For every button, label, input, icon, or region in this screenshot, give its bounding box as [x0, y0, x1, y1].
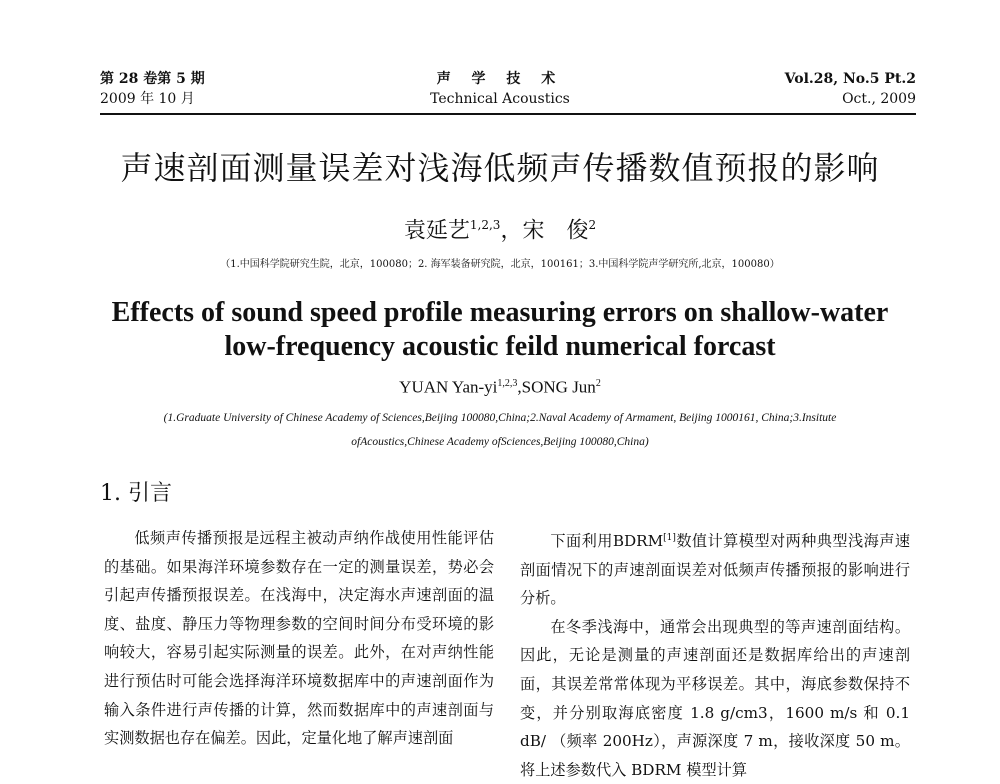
author-separator: ，	[500, 218, 523, 244]
paragraph-text: 数值计算模型对两种典型浅海声速剖面情况下的声速剖面误差对低频声传播预报的影响进行分析。	[520, 532, 911, 608]
author-2-en: ,SONG Jun	[517, 377, 596, 397]
journal-volume-en: Vol.28, No.5 Pt.2	[784, 71, 916, 87]
journal-volume: 第 28 卷第 5 期	[100, 71, 205, 87]
author-2-en-sup: 2	[595, 378, 601, 389]
author-1-en-sup: 1,2,3	[497, 378, 518, 389]
authors-en	[0, 373, 1000, 399]
authors-cn	[0, 210, 1000, 246]
paragraph-text: 下面利用BDRM	[550, 532, 664, 551]
journal-name-cn: 声 学 技 术	[436, 71, 564, 87]
author-1-cn: 袁延艺	[403, 218, 470, 244]
affiliations-cn: （1.中国科学院研究生院，北京，100080；2. 海军装备研究院，北京，100161；3.中国科学院声学研究所,北京，100080）	[220, 259, 780, 270]
paragraph: 在冬季浅海中，通常会出现典型的等声速剖面结构。因此，无论是测量的声速剖面还是数据库给出的声速剖面，其误差常常体现为平移误差。其中，海底参数保持不变，并分别取海底密度 1.8 g/cm3，1600 m/s 和 0.1 dB/ （频率 200Hz），声源深度 7 m，接收深度 50 m。将上述参数代入 BDRM 模型计算	[520, 617, 910, 779]
journal-name-en: Technical Acoustics	[430, 91, 570, 107]
paper-title-cn: 声速剖面测量误差对浅海低频声传播数值预报的影响	[120, 149, 880, 187]
affiliations-en-line1: (1.Graduate University of Chinese Academy of Sciences,Beijing 100080,China;2.Naval Academy of Armament, Beijing 1000161, China;3.Insitute	[163, 412, 837, 424]
author-2-cn: 宋 俊	[522, 218, 589, 244]
section-heading-introduction: 1. 引言	[100, 481, 172, 506]
body-column-left	[104, 524, 494, 753]
author-1-affil-sup: 1,2,3	[469, 218, 501, 232]
affiliations-en-line2: ofAcoustics,Chinese Academy ofSciences,Beijing 100080,China)	[351, 436, 649, 448]
paragraph: 低频声传播预报是远程主被动声纳作战使用性能评估的基础。如果海洋环境参数存在一定的测量误差，势必会引起声传播预报误差。在浅海中，决定海水声速剖面的温度、盐度、静压力等物理参数的空间时间分布受环境的影响较大，容易引起实际测量的误差。此外，在对声纳性能进行预估时可能会选择海洋环境数据库中的声速剖面作为输入条件进行声传播的计算，然而数据库中的声速剖面与实测数据也存在偏差。因此，定量化地了解声速剖面	[104, 529, 494, 748]
paper-title-en	[0, 296, 1000, 364]
header-rule	[100, 113, 916, 115]
author-1-en: YUAN Yan-yi	[399, 377, 498, 397]
paper-title-en-line2: low-frequency acoustic feild numerical forcast	[224, 331, 776, 362]
citation-ref[interactable]: [1]	[663, 533, 676, 543]
body-column-right	[520, 524, 910, 784]
journal-date-en: Oct., 2009	[842, 91, 916, 107]
affiliations-en	[90, 406, 910, 454]
paper-title-en-line1: Effects of sound speed profile measuring errors on shallow-water	[111, 297, 889, 328]
paragraph	[520, 524, 910, 613]
author-2-affil-sup: 2	[588, 218, 597, 232]
journal-date: 2009 年 10 月	[100, 91, 195, 107]
